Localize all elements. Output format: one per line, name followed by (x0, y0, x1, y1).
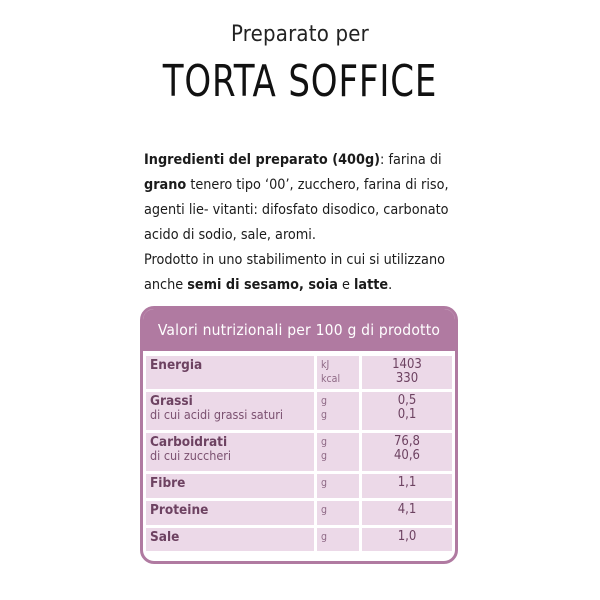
nutrient-values: 1,0 (362, 528, 452, 551)
nutrient-name: Fibre (146, 474, 314, 498)
nutrition-table (140, 306, 458, 564)
table-row (146, 474, 452, 498)
table-row (146, 433, 452, 471)
nutrient-values: 0,5 0,1 (362, 392, 452, 430)
nutrient-values: 4,1 (362, 501, 452, 525)
ingredients-text-2: tenero tipo ‘00’, zucchero, farina di riso, agenti lie- vitanti: difosfato disodico, carbonato acido di sodio, sale, aromi. (144, 177, 449, 243)
nutrient-name: Grassi di cui acidi grassi saturi (146, 392, 314, 430)
allergen-latte: latte (354, 277, 389, 293)
nutrient-units: g g (317, 433, 359, 471)
nutrient-name: Proteine (146, 501, 314, 525)
allergen-text: Prodotto in uno stabilimento in cui si utilizzano anche (144, 252, 445, 293)
ingredients-text-1: : farina di (380, 152, 442, 168)
allergen-end: . (388, 277, 393, 293)
nutrient-units: kJ kcal (317, 356, 359, 389)
nutrient-name: Sale (146, 528, 314, 551)
ingredients-block (144, 148, 464, 298)
nutrient-values: 1,1 (362, 474, 452, 498)
table-row (146, 356, 452, 389)
nutrient-units: g (317, 501, 359, 525)
nutrient-values: 1403 330 (362, 356, 452, 389)
nutrition-grid (143, 353, 455, 554)
product-subtitle: Preparato per (231, 22, 369, 47)
allergen-soia: soia (308, 277, 338, 293)
allergen-semi: semi di sesamo (187, 277, 299, 293)
nutrient-name: Carboidrati di cui zuccheri (146, 433, 314, 471)
nutrient-name: Energia (146, 356, 314, 389)
table-row (146, 392, 452, 430)
nutrient-units: g (317, 474, 359, 498)
table-row (146, 501, 452, 525)
nutrition-table-header: Valori nutrizionali per 100 g di prodotto (143, 309, 455, 351)
allergen-sep: , (298, 277, 309, 293)
allergen-and: e (337, 277, 355, 293)
product-title: TORTA SOFFICE (162, 56, 438, 107)
nutrient-units: g g (317, 392, 359, 430)
ingredients-label: Ingredienti del preparato (400g) (144, 152, 381, 168)
ingredients-grano: grano (144, 177, 187, 193)
table-row (146, 528, 452, 551)
nutrient-values: 76,8 40,6 (362, 433, 452, 471)
nutrient-units: g (317, 528, 359, 551)
